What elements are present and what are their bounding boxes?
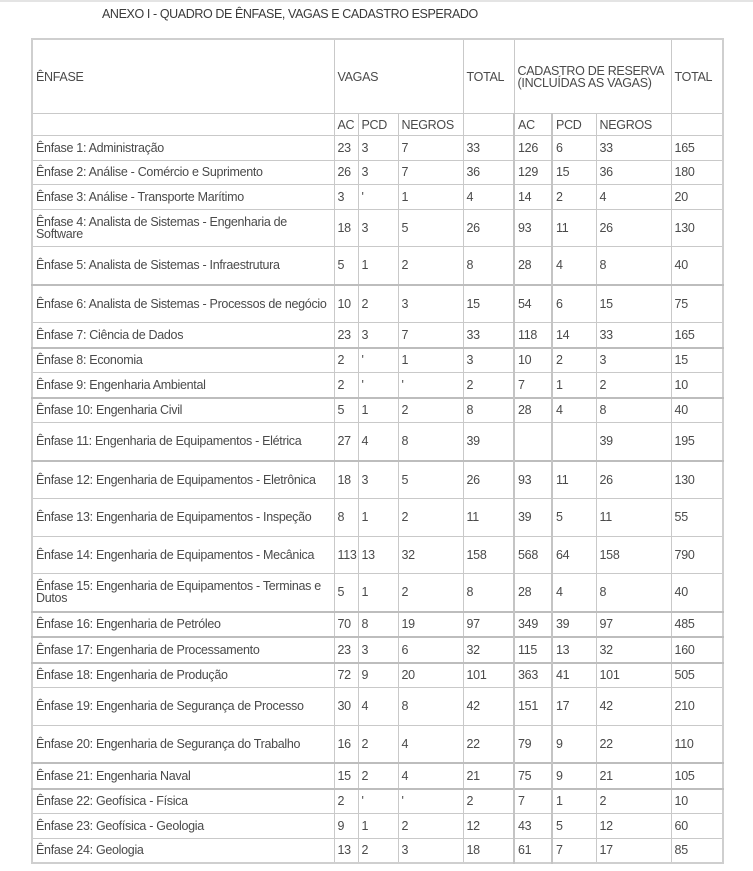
- document-title: ANEXO I - QUADRO DE ÊNFASE, VAGAS E CADASTRO ESPERADO: [102, 7, 478, 21]
- vagas-ac: 5: [334, 247, 358, 285]
- reserva-negros: 2: [596, 789, 671, 814]
- total-geral: 210: [671, 688, 723, 726]
- reserva-ac: 118: [514, 323, 552, 348]
- vagas-pcd: 4: [358, 688, 398, 726]
- table-row: [32, 285, 723, 323]
- vagas-ac: 15: [334, 763, 358, 789]
- vagas-pcd: 8: [358, 612, 398, 638]
- table-row: [32, 398, 723, 423]
- vagas-pcd: 1: [358, 247, 398, 285]
- vagas-total: 11: [463, 499, 514, 537]
- reserva-ac: 126: [514, 136, 552, 161]
- vagas-negros: 3: [398, 285, 463, 323]
- reserva-pcd: 6: [552, 136, 596, 161]
- reserva-negros: 36: [596, 160, 671, 185]
- vagas-ac: 13: [334, 838, 358, 863]
- vagas-ac: 5: [334, 574, 358, 612]
- total-geral: 40: [671, 398, 723, 423]
- reserva-ac: 115: [514, 637, 552, 663]
- vagas-ac: 5: [334, 398, 358, 423]
- enfase-name: Ênfase 12: Engenharia de Equipamentos - Eletrônica: [32, 461, 334, 499]
- reserva-ac: 93: [514, 461, 552, 499]
- reserva-ac: 39: [514, 499, 552, 537]
- table-row: [32, 348, 723, 373]
- reserva-ac: 151: [514, 688, 552, 726]
- reserva-ac: 75: [514, 763, 552, 789]
- vagas-ac: 8: [334, 499, 358, 537]
- vagas-ac: 113: [334, 536, 358, 574]
- reserva-ac: [514, 423, 552, 461]
- table-row: [32, 574, 723, 612]
- enfase-name: Ênfase 8: Economia: [32, 348, 334, 373]
- vagas-negros: 2: [398, 574, 463, 612]
- reserva-negros: 12: [596, 814, 671, 839]
- vagas-negros: 7: [398, 136, 463, 161]
- vagas-pcd: 3: [358, 323, 398, 348]
- reserva-ac: 28: [514, 247, 552, 285]
- vagas-negros: 2: [398, 398, 463, 423]
- vagas-ac: 9: [334, 814, 358, 839]
- vagas-ac: 16: [334, 725, 358, 763]
- reserva-pcd: 41: [552, 663, 596, 688]
- enfase-name: Ênfase 24: Geologia: [32, 838, 334, 863]
- vagas-total: 18: [463, 838, 514, 863]
- vagas-negros: 4: [398, 725, 463, 763]
- reserva-ac: 568: [514, 536, 552, 574]
- reserva-ac: 79: [514, 725, 552, 763]
- total-geral: 20: [671, 185, 723, 210]
- enfase-name: Ênfase 6: Analista de Sistemas - Processos de negócio: [32, 285, 334, 323]
- vagas-pcd: 2: [358, 763, 398, 789]
- total-geral: 15: [671, 348, 723, 373]
- reserva-pcd: 1: [552, 789, 596, 814]
- enfase-name: Ênfase 1: Administração: [32, 136, 334, 161]
- vagas-ac: 2: [334, 373, 358, 398]
- reserva-pcd: 2: [552, 348, 596, 373]
- subheader-reserva-pcd: PCD: [552, 114, 596, 136]
- vagas-pcd: 1: [358, 814, 398, 839]
- reserva-pcd: 11: [552, 209, 596, 247]
- vagas-negros: 2: [398, 499, 463, 537]
- reserva-negros: 39: [596, 423, 671, 461]
- reserva-ac: 28: [514, 574, 552, 612]
- vagas-total: 42: [463, 688, 514, 726]
- reserva-ac: 7: [514, 373, 552, 398]
- vagas-negros: 2: [398, 814, 463, 839]
- table-row: [32, 763, 723, 789]
- vagas-pcd: 3: [358, 209, 398, 247]
- vagas-ac: 72: [334, 663, 358, 688]
- enfase-name: Ênfase 19: Engenharia de Segurança de Processo: [32, 688, 334, 726]
- vagas-ac: 3: [334, 185, 358, 210]
- enfase-name: Ênfase 13: Engenharia de Equipamentos - Inspeção: [32, 499, 334, 537]
- reserva-negros: 97: [596, 612, 671, 638]
- vagas-negros: ': [398, 789, 463, 814]
- vagas-total: 2: [463, 373, 514, 398]
- vagas-pcd: 3: [358, 637, 398, 663]
- top-divider: [0, 0, 753, 2]
- reserva-pcd: 9: [552, 763, 596, 789]
- table-row: [32, 209, 723, 247]
- total-geral: 505: [671, 663, 723, 688]
- reserva-negros: 26: [596, 461, 671, 499]
- reserva-negros: 2: [596, 373, 671, 398]
- vagas-pcd: ': [358, 789, 398, 814]
- vagas-total: 33: [463, 323, 514, 348]
- reserva-ac: 349: [514, 612, 552, 638]
- reserva-negros: 17: [596, 838, 671, 863]
- vagas-negros: 7: [398, 323, 463, 348]
- reserva-ac: 129: [514, 160, 552, 185]
- reserva-negros: 4: [596, 185, 671, 210]
- reserva-pcd: 13: [552, 637, 596, 663]
- subheader-reserva-negros: NEGROS: [596, 114, 671, 136]
- vagas-total: 158: [463, 536, 514, 574]
- vagas-pcd: 1: [358, 574, 398, 612]
- table-row: [32, 461, 723, 499]
- vagas-pcd: 2: [358, 838, 398, 863]
- reserva-negros: 11: [596, 499, 671, 537]
- reserva-negros: 22: [596, 725, 671, 763]
- reserva-pcd: 4: [552, 398, 596, 423]
- reserva-pcd: 4: [552, 574, 596, 612]
- vagas-total: 22: [463, 725, 514, 763]
- table-row: [32, 373, 723, 398]
- reserva-negros: 42: [596, 688, 671, 726]
- vagas-ac: 18: [334, 461, 358, 499]
- header-cadastro-reserva: CADASTRO DE RESERVA (INCLUÍDAS AS VAGAS): [514, 39, 671, 114]
- vagas-negros: 7: [398, 160, 463, 185]
- vagas-total: 97: [463, 612, 514, 638]
- reserva-negros: 32: [596, 637, 671, 663]
- total-geral: 180: [671, 160, 723, 185]
- vagas-pcd: 2: [358, 725, 398, 763]
- total-geral: 790: [671, 536, 723, 574]
- table-row: [32, 136, 723, 161]
- table-row: [32, 185, 723, 210]
- vagas-ac: 70: [334, 612, 358, 638]
- enfase-name: Ênfase 21: Engenharia Naval: [32, 763, 334, 789]
- total-geral: 85: [671, 838, 723, 863]
- table-row: [32, 663, 723, 688]
- vagas-negros: 19: [398, 612, 463, 638]
- reserva-pcd: [552, 423, 596, 461]
- vagas-pcd: 2: [358, 285, 398, 323]
- vagas-ac: 23: [334, 637, 358, 663]
- vagas-total: 21: [463, 763, 514, 789]
- enfase-name: Ênfase 5: Analista de Sistemas - Infraestrutura: [32, 247, 334, 285]
- vagas-pcd: 4: [358, 423, 398, 461]
- table-row: [32, 323, 723, 348]
- reserva-pcd: 17: [552, 688, 596, 726]
- vagas-negros: 1: [398, 348, 463, 373]
- vagas-total: 8: [463, 574, 514, 612]
- total-geral: 110: [671, 725, 723, 763]
- enfase-name: Ênfase 14: Engenharia de Equipamentos - Mecânica: [32, 536, 334, 574]
- vagas-ac: 2: [334, 348, 358, 373]
- vagas-pcd: 3: [358, 160, 398, 185]
- reserva-pcd: 11: [552, 461, 596, 499]
- total-geral: 195: [671, 423, 723, 461]
- vagas-total: 2: [463, 789, 514, 814]
- subheader-row: [32, 114, 723, 136]
- header-vagas: VAGAS: [334, 39, 463, 114]
- reserva-pcd: 1: [552, 373, 596, 398]
- reserva-pcd: 5: [552, 814, 596, 839]
- header-total-2: TOTAL: [671, 39, 723, 114]
- reserva-ac: 14: [514, 185, 552, 210]
- total-geral: 10: [671, 373, 723, 398]
- vagas-negros: 3: [398, 838, 463, 863]
- reserva-negros: 3: [596, 348, 671, 373]
- subheader-ac: AC: [334, 114, 358, 136]
- reserva-pcd: 5: [552, 499, 596, 537]
- enfase-name: Ênfase 7: Ciência de Dados: [32, 323, 334, 348]
- vagas-negros: 1: [398, 185, 463, 210]
- reserva-pcd: 9: [552, 725, 596, 763]
- vagas-total: 33: [463, 136, 514, 161]
- reserva-negros: 8: [596, 247, 671, 285]
- vagas-ac: 10: [334, 285, 358, 323]
- subheader-pcd: PCD: [358, 114, 398, 136]
- enfase-name: Ênfase 17: Engenharia de Processamento: [32, 637, 334, 663]
- enfase-name: Ênfase 20: Engenharia de Segurança do Trabalho: [32, 725, 334, 763]
- table-row: [32, 838, 723, 863]
- reserva-ac: 93: [514, 209, 552, 247]
- vagas-total: 8: [463, 247, 514, 285]
- enfase-name: Ênfase 22: Geofísica - Física: [32, 789, 334, 814]
- vagas-total: 26: [463, 461, 514, 499]
- vagas-negros: ': [398, 373, 463, 398]
- table-row: [32, 612, 723, 638]
- enfase-name: Ênfase 15: Engenharia de Equipamentos - Terminas e Dutos: [32, 574, 334, 612]
- table-row: [32, 814, 723, 839]
- vagas-negros: 20: [398, 663, 463, 688]
- vagas-total: 32: [463, 637, 514, 663]
- table-row: [32, 499, 723, 537]
- subheader-blank: [32, 114, 334, 136]
- vagas-negros: 2: [398, 247, 463, 285]
- table-row: [32, 247, 723, 285]
- reserva-pcd: 6: [552, 285, 596, 323]
- table-row: [32, 423, 723, 461]
- vagas-negros: 5: [398, 461, 463, 499]
- reserva-pcd: 2: [552, 185, 596, 210]
- enfase-name: Ênfase 2: Análise - Comércio e Suprimento: [32, 160, 334, 185]
- reserva-ac: 54: [514, 285, 552, 323]
- vagas-ac: 30: [334, 688, 358, 726]
- reserva-pcd: 15: [552, 160, 596, 185]
- vagas-total: 12: [463, 814, 514, 839]
- reserva-pcd: 7: [552, 838, 596, 863]
- vagas-negros: 6: [398, 637, 463, 663]
- reserva-negros: 21: [596, 763, 671, 789]
- enfase-name: Ênfase 10: Engenharia Civil: [32, 398, 334, 423]
- vagas-ac: 2: [334, 789, 358, 814]
- total-geral: 165: [671, 323, 723, 348]
- table-row: [32, 637, 723, 663]
- vagas-total: 36: [463, 160, 514, 185]
- vagas-ac: 27: [334, 423, 358, 461]
- vagas-total: 3: [463, 348, 514, 373]
- reserva-negros: 101: [596, 663, 671, 688]
- total-geral: 40: [671, 247, 723, 285]
- total-geral: 130: [671, 461, 723, 499]
- vagas-negros: 5: [398, 209, 463, 247]
- enfase-name: Ênfase 4: Analista de Sistemas - Engenharia de Software: [32, 209, 334, 247]
- reserva-pcd: 39: [552, 612, 596, 638]
- vagas-pcd: 13: [358, 536, 398, 574]
- total-geral: 130: [671, 209, 723, 247]
- total-geral: 55: [671, 499, 723, 537]
- total-geral: 75: [671, 285, 723, 323]
- reserva-negros: 158: [596, 536, 671, 574]
- vagas-total: 4: [463, 185, 514, 210]
- enfase-name: Ênfase 23: Geofísica - Geologia: [32, 814, 334, 839]
- header-total: TOTAL: [463, 39, 514, 114]
- subheader-blank: [671, 114, 723, 136]
- vagas-pcd: 3: [358, 136, 398, 161]
- reserva-negros: 8: [596, 398, 671, 423]
- vagas-negros: 4: [398, 763, 463, 789]
- table-row: [32, 536, 723, 574]
- subheader-blank: [463, 114, 514, 136]
- vagas-total: 8: [463, 398, 514, 423]
- enfase-name: Ênfase 11: Engenharia de Equipamentos - Elétrica: [32, 423, 334, 461]
- vagas-pcd: ': [358, 185, 398, 210]
- total-geral: 165: [671, 136, 723, 161]
- subheader-reserva-ac: AC: [514, 114, 552, 136]
- total-geral: 485: [671, 612, 723, 638]
- vagas-total: 15: [463, 285, 514, 323]
- reserva-pcd: 14: [552, 323, 596, 348]
- total-geral: 160: [671, 637, 723, 663]
- header-enfase: ÊNFASE: [32, 39, 334, 114]
- table-row: [32, 160, 723, 185]
- vagas-negros: 8: [398, 688, 463, 726]
- vagas-pcd: 9: [358, 663, 398, 688]
- reserva-ac: 7: [514, 789, 552, 814]
- reserva-ac: 28: [514, 398, 552, 423]
- vagas-total: 26: [463, 209, 514, 247]
- reserva-negros: 26: [596, 209, 671, 247]
- reserva-pcd: 4: [552, 247, 596, 285]
- table-row: [32, 688, 723, 726]
- vagas-table: [31, 38, 724, 864]
- vagas-ac: 26: [334, 160, 358, 185]
- enfase-name: Ênfase 16: Engenharia de Petróleo: [32, 612, 334, 638]
- reserva-negros: 33: [596, 323, 671, 348]
- vagas-ac: 23: [334, 136, 358, 161]
- table-row: [32, 789, 723, 814]
- vagas-ac: 23: [334, 323, 358, 348]
- enfase-name: Ênfase 18: Engenharia de Produção: [32, 663, 334, 688]
- reserva-ac: 43: [514, 814, 552, 839]
- vagas-pcd: 3: [358, 461, 398, 499]
- total-geral: 105: [671, 763, 723, 789]
- total-geral: 40: [671, 574, 723, 612]
- header-row: [32, 39, 723, 114]
- enfase-name: Ênfase 9: Engenharia Ambiental: [32, 373, 334, 398]
- reserva-ac: 61: [514, 838, 552, 863]
- reserva-negros: 15: [596, 285, 671, 323]
- table-row: [32, 725, 723, 763]
- reserva-negros: 33: [596, 136, 671, 161]
- vagas-pcd: ': [358, 373, 398, 398]
- enfase-name: Ênfase 3: Análise - Transporte Marítimo: [32, 185, 334, 210]
- vagas-negros: 8: [398, 423, 463, 461]
- total-geral: 60: [671, 814, 723, 839]
- total-geral: 10: [671, 789, 723, 814]
- reserva-ac: 363: [514, 663, 552, 688]
- reserva-negros: 8: [596, 574, 671, 612]
- vagas-total: 39: [463, 423, 514, 461]
- vagas-total: 101: [463, 663, 514, 688]
- reserva-ac: 10: [514, 348, 552, 373]
- subheader-negros: NEGROS: [398, 114, 463, 136]
- vagas-ac: 18: [334, 209, 358, 247]
- vagas-negros: 32: [398, 536, 463, 574]
- vagas-pcd: 1: [358, 499, 398, 537]
- vagas-pcd: 1: [358, 398, 398, 423]
- reserva-pcd: 64: [552, 536, 596, 574]
- vagas-pcd: ': [358, 348, 398, 373]
